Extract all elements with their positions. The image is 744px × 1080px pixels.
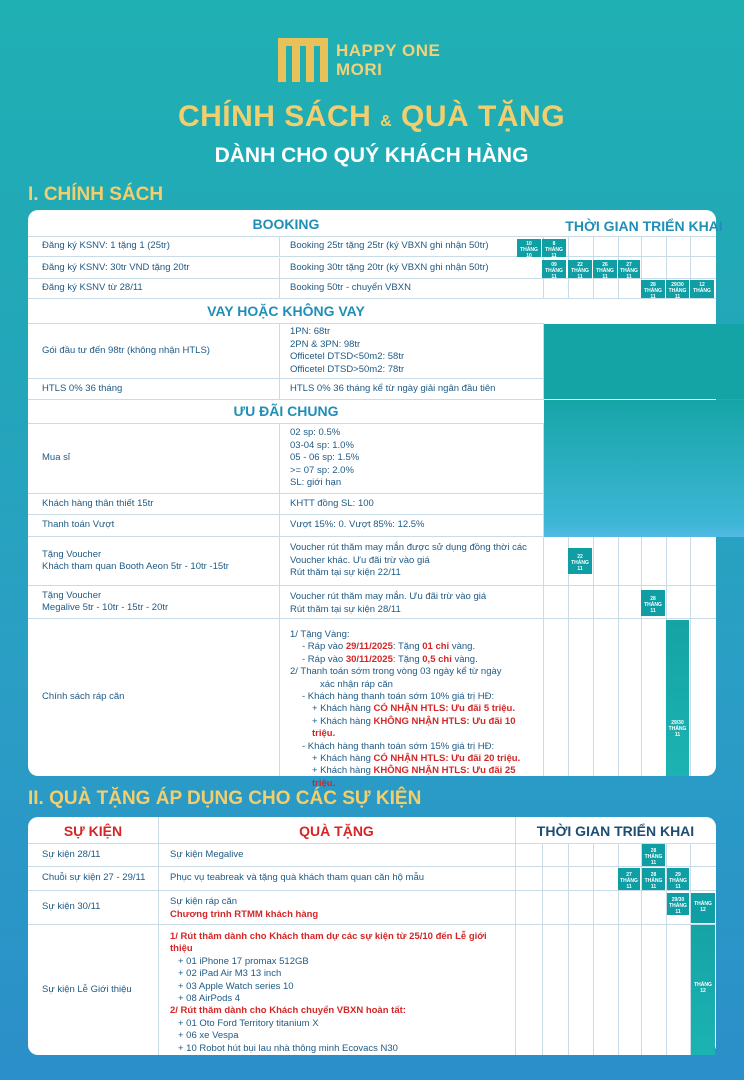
timeline-tag: 29/30 THÁNG 11 bbox=[666, 280, 689, 298]
loan-header: VAY HOẶC KHÔNG VAY bbox=[28, 300, 544, 324]
table-row: Chính sách ráp căn 1/ Tặng Vàng: - Ráp vào 29/11/2025: Tặng 01 chỉ vàng. - Ráp vào 30/11/2025: Tặng 0,5 chỉ vàng. 2/ Thanh toán sớm trong vòng 03 ngày kể từ ngày xác nhận ráp căn - Khách hàng thanh toán sớm 10% giá trị HĐ: + Khách hàng CÓ NHẬN HTLS: Ưu đãi 5 triệu. + Khách hàng KHÔNG NHẬN HTLS: Ưu đãi 10 triệu. - Khách hàng thanh toán sớm 15% giá trị HĐ: + Khách hàng CÓ NHẬN HTLS: Ưu đãi 20 triệu. + Khách hàng KHÔNG NHẬN HTLS: Ưu đãi 25 triệu. bbox=[28, 619, 716, 776]
timeline-tag: 28 THÁNG 11 bbox=[641, 280, 665, 298]
timeline-tag: 22 THÁNG 11 bbox=[568, 260, 592, 278]
table-row: Tặng Voucher Megalive 5tr - 10tr - 15tr - 20tr Voucher rút thăm may mắn. Ưu đãi trừ vào giá Rút thăm tại sự kiện 28/11 bbox=[28, 586, 716, 619]
table-row: Sự kiện 28/11 Sự kiện Megalive bbox=[28, 843, 716, 867]
page-subtitle: DÀNH CHO QUÝ KHÁCH HÀNG bbox=[214, 144, 529, 167]
general-header: ƯU ĐÃI CHUNG bbox=[28, 400, 544, 424]
logo-icon bbox=[278, 38, 328, 82]
table-row: Đăng ký KSNV: 1 tặng 1 (25tr) Booking 25tr tặng 25tr (ký VBXN ghi nhận 50tr) bbox=[28, 237, 716, 257]
table-row: Thanh toán Vượt Vượt 15%: 0. Vượt 85%: 12.5% bbox=[28, 515, 544, 537]
timeline-tag: 28 THÁNG 11 bbox=[642, 844, 665, 866]
timeline-tag: THÁNG 12 bbox=[691, 893, 715, 923]
timeline-tag: THÁNG 12 bbox=[694, 982, 712, 994]
section2-title: II. QUÀ TẶNG ÁP DỤNG CHO CÁC SỰ KIỆN bbox=[28, 788, 422, 809]
timeline-fill bbox=[544, 400, 744, 537]
timeline-tag: 22 THÁNG 11 bbox=[568, 548, 592, 574]
timeline-tag: 29 THÁNG 11 bbox=[667, 868, 689, 890]
table-row: Tặng Voucher Khách tham quan Booth Aeon 5tr - 10tr -15tr Voucher rút thăm may mắn được sử dụng đồng thời các Voucher khác. Ưu đãi trừ vào giá Rút thăm tại sự kiện 22/11 bbox=[28, 537, 716, 586]
booking-header: BOOKING bbox=[252, 216, 320, 232]
timeline-tag: 28 THÁNG 11 bbox=[641, 590, 665, 616]
timeline-tag: 28 THÁNG 11 bbox=[642, 868, 665, 890]
table-row: Khách hàng thân thiết 15tr KHTT đồng SL: 100 bbox=[28, 494, 544, 515]
brand-line2: MORI bbox=[336, 60, 383, 79]
timeline-tag: 09 THÁNG 11 bbox=[542, 260, 566, 278]
table-row: Đăng ký KSNV: 30tr VND tặng 20tr Booking 30tr tặng 20tr (ký VBXN ghi nhận 50tr) bbox=[28, 258, 716, 279]
timeline-header: THỜI GIAN TRIỂN KHAI bbox=[565, 218, 723, 234]
timeline-tag: 27 THÁNG 11 bbox=[618, 868, 640, 890]
timeline-tag: 27 THÁNG 11 bbox=[618, 260, 640, 278]
timeline-tag: 10 THÁNG 10 bbox=[517, 239, 541, 257]
section1-title: I. CHÍNH SÁCH bbox=[28, 184, 164, 205]
policy-table bbox=[28, 210, 723, 789]
timeline-tag: 8 THÁNG 11 bbox=[542, 239, 566, 257]
timeline-tag: 29/30 THÁNG 11 bbox=[668, 720, 687, 738]
brand-line1: HAPPY ONE bbox=[336, 41, 441, 60]
timeline-fill bbox=[544, 324, 744, 399]
table-row: Gói đầu tư đến 98tr (không nhận HTLS) 1PN: 68tr 2PN & 3PN: 98tr Officetel DTSD<50m2: 58tr Officetel DTSD>50m2: 78tr bbox=[28, 324, 544, 379]
page-title: CHÍNH SÁCH & QUÀ TẶNG bbox=[177, 100, 566, 133]
table-row: Chuỗi sự kiện 27 - 29/11 Phục vụ teabreak và tặng quà khách tham quan căn hộ mẫu bbox=[28, 867, 716, 891]
col-time-header: THỜI GIAN TRIỂN KHAI bbox=[536, 823, 695, 839]
gift-table bbox=[28, 817, 716, 1055]
table-row: Mua sỉ 02 sp: 0.5% 03-04 sp: 1.0% 05 - 06 sp: 1.5% >= 07 sp: 2.0% SL: giới hạn bbox=[28, 424, 544, 494]
table-row: HTLS 0% 36 tháng HTLS 0% 36 tháng kể từ ngày giải ngân đầu tiên bbox=[28, 379, 544, 400]
table-row: Sự kiện 30/11 Sự kiện ráp căn Chương trình RTMM khách hàng bbox=[28, 891, 716, 925]
col-gift-header: QUÀ TẶNG bbox=[299, 823, 374, 839]
table-row: Đăng ký KSNV từ 28/11 Booking 50tr - chuyển VBXN bbox=[28, 279, 716, 299]
brand-logo bbox=[278, 38, 440, 82]
timeline-tag: 29/30 THÁNG 11 bbox=[667, 893, 689, 915]
col-event-header: SỰ KIỆN bbox=[63, 823, 123, 839]
timeline-tag: 12 THÁNG bbox=[690, 280, 714, 298]
timeline-tag: 26 THÁNG 11 bbox=[593, 260, 617, 278]
timeline-bar bbox=[666, 620, 689, 776]
table-row: Sự kiện Lễ Giới thiệu 1/ Rút thăm dành cho Khách tham dự các sự kiện từ 25/10 đến Lễ giới thiệu + 01 iPhone 17 promax 512GB + 02 iPad Air M3 13 inch + 03 Apple Watch series 10 + 08 AirPods 4 2/ Rút thăm dành cho Khách chuyển VBXN hoàn tất: + 01 Oto Ford Territory titanium X + 06 xe Vespa + 10 Robot hút bụi lau nhà thông minh Ecovacs N30 bbox=[42, 931, 487, 1054]
